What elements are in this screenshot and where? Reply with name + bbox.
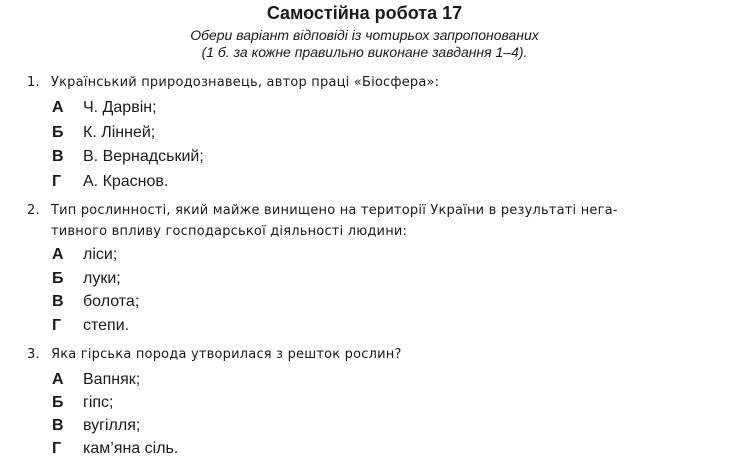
option-text: степи. xyxy=(83,317,130,334)
page-title: Самостійна робота 17 xyxy=(266,3,463,23)
option-letter: Б xyxy=(52,394,64,411)
option-letter: В xyxy=(52,417,64,434)
question-2-text: Тип рослинності, який майже винищено на території України в результаті нега- xyxy=(51,203,618,218)
option-text: Вапняк; xyxy=(83,371,141,388)
option-text: К. Лінней; xyxy=(83,124,156,141)
question-1-option-b[interactable] xyxy=(52,123,155,143)
option-letter: А xyxy=(52,371,64,388)
question-2-option-c[interactable] xyxy=(52,292,139,312)
instructions-line-2: (1 б. за кожне правильно виконане завдання 1–4). xyxy=(201,44,528,60)
option-letter: Б xyxy=(52,270,64,287)
question-3-option-b[interactable] xyxy=(52,393,114,413)
question-2-option-a[interactable] xyxy=(52,245,117,265)
option-text: вугілля; xyxy=(83,417,141,434)
question-3-option-a[interactable] xyxy=(52,370,140,390)
question-2-option-d[interactable] xyxy=(52,316,129,336)
option-text: болота; xyxy=(83,293,140,310)
option-letter: А xyxy=(52,99,64,116)
option-letter: Б xyxy=(52,124,64,141)
question-1 xyxy=(27,72,707,93)
question-3-option-d[interactable] xyxy=(52,439,178,459)
option-text: гіпс; xyxy=(83,394,114,411)
question-3-number: 3. xyxy=(27,347,40,362)
option-text: А. Краснов. xyxy=(83,173,169,190)
question-3 xyxy=(27,344,707,365)
option-letter: В xyxy=(52,148,64,165)
option-letter: В xyxy=(52,293,64,310)
question-3-option-c[interactable] xyxy=(52,416,140,436)
question-2 xyxy=(27,200,707,242)
option-letter: Г xyxy=(52,317,62,334)
option-text: луки; xyxy=(83,270,121,287)
option-text: ліси; xyxy=(83,246,118,263)
question-1-option-a[interactable] xyxy=(52,98,157,118)
option-letter: Г xyxy=(52,440,62,457)
question-1-option-d[interactable] xyxy=(52,172,168,192)
question-3-text: Яка гірська порода утворилася з решток рослин? xyxy=(51,347,402,362)
option-text: Ч. Дарвін; xyxy=(83,99,157,116)
question-2-option-b[interactable] xyxy=(52,269,121,289)
question-1-text: Український природознавець, автор праці «Біосфера»: xyxy=(51,75,440,90)
question-1-number: 1. xyxy=(27,75,40,90)
option-text: кам’яна сіль. xyxy=(83,440,179,457)
question-2-number: 2. xyxy=(27,203,40,218)
option-letter: А xyxy=(52,246,64,263)
instructions-line-1: Обери варіант відповіді із чотирьох запропонованих xyxy=(190,27,539,43)
option-letter: Г xyxy=(52,173,62,190)
question-1-option-c[interactable] xyxy=(52,147,204,167)
question-2-text-continued: тивного впливу господарської діяльності людини: xyxy=(51,224,408,239)
option-text: В. Вернадський; xyxy=(83,148,204,165)
